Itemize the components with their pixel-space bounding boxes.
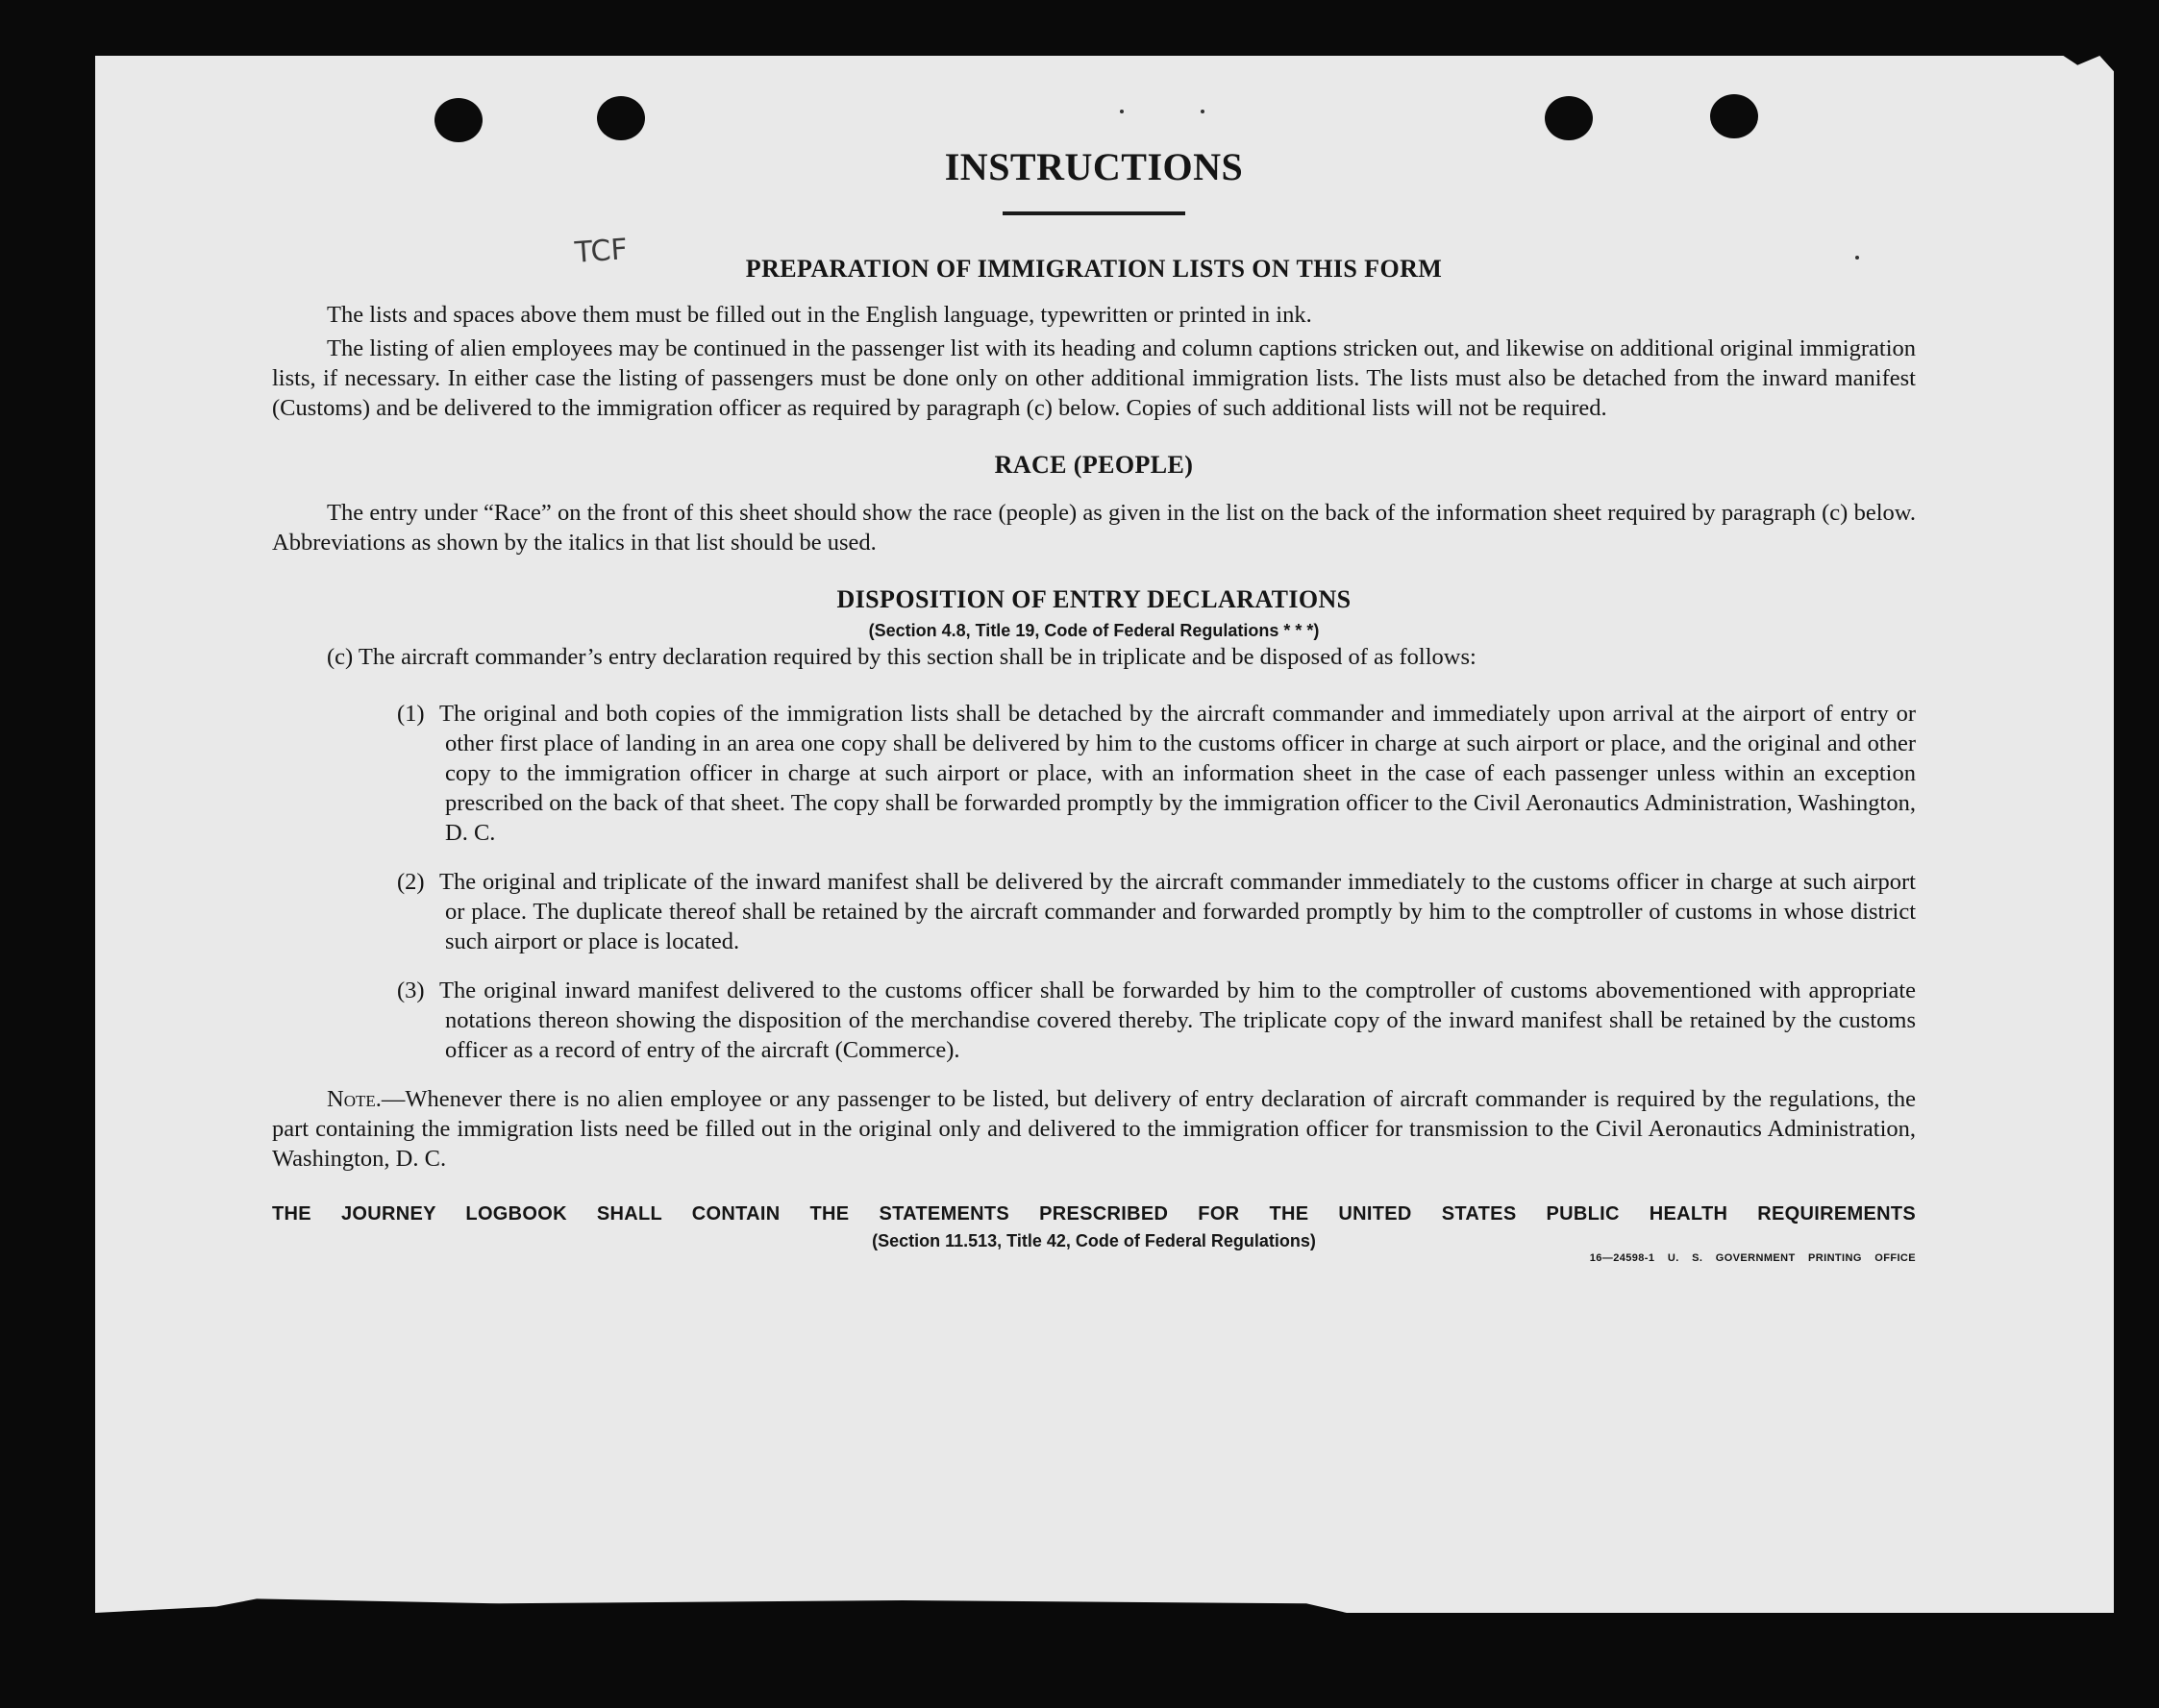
instructions-document [272, 144, 1916, 1287]
paragraph-race: The entry under “Race” on the front of this sheet should show the race (people) as given in the list on the back of the information sheet required by paragraph (c) below. Abbreviations as shown by the italics in that list should be used. [272, 500, 1916, 556]
punch-hole [1710, 94, 1758, 138]
list-item [397, 976, 1916, 1065]
paragraph-alien-employees: The listing of alien employees may be continued in the passenger list with its heading and column captions stricken out, and likewise on additional original immigration lists, if necessary. In either case the listing of passengers must be done only on other additional immigration lists. The lists must also be detached from the inward manifest (Customs) and be delivered to the immigration officer as required by paragraph (c) below. Copies of such additional lists will not be required. [272, 335, 1916, 421]
handwritten-mark: TCF [573, 233, 629, 270]
health-requirements-statement: THE JOURNEY LOGBOOK SHALL CONTAIN THE STATEMENTS PRESCRIBED FOR THE UNITED STATES PUBLIC HEALTH REQUIREMENTS [272, 1203, 1916, 1225]
paragraph-c [327, 642, 1916, 672]
list-item-text: The original and both copies of the immigration lists shall be detached by the aircraft commander and immediately upon arrival at the airport of entry or other first place of landing in an area one copy shall be delivered by him to the customs officer in charge at such airport or place, and the original and other copy to the immigration officer in charge at such airport or place, with an information sheet in the case of each passenger unless within an exception prescribed on the back of that sheet. The copy shall be forwarded promptly by the immigration officer to the Civil Aeronautics Administration, Washington, D. C. [439, 701, 1916, 846]
printer-code: 16—24598-1 [1589, 1252, 1655, 1264]
heading-race: RACE (PEOPLE) [994, 451, 1194, 479]
paper-speck [1201, 110, 1204, 113]
paragraph-language: The lists and spaces above them must be filled out in the English language, typewritten or printed in ink. [327, 302, 1312, 328]
subheading-disposition: (Section 4.8, Title 19, Code of Federal Regulations * * *) [868, 621, 1320, 640]
paragraph-c-text: The aircraft commander’s entry declaration required by this section shall be in triplicate and be disposed of as follows: [358, 644, 1477, 670]
list-item-label: (3) [397, 978, 425, 1003]
health-requirements-citation: (Section 11.513, Title 42, Code of Federal Regulations) [872, 1231, 1316, 1250]
list-item [397, 867, 1916, 956]
paragraph-c-label: (c) [327, 644, 354, 670]
paper-speck [1120, 110, 1124, 113]
list-item-text: The original inward manifest delivered to the customs officer shall be forwarded by him to the comptroller of customs abovementioned with appropriate notations thereon showing the disposition of the merchandise covered thereby. The triplicate copy of the inward manifest shall be retained by the customs officer as a record of entry of the aircraft (Commerce). [439, 978, 1916, 1063]
list-item-text: The original and triplicate of the inward manifest shall be delivered by the aircraft commander immediately to the customs officer in charge at such airport or place. The duplicate thereof shall be retained by the aircraft commander and forwarded promptly by him to the comptroller of customs in whose district such airport or place is located. [439, 869, 1916, 954]
heading-disposition: DISPOSITION OF ENTRY DECLARATIONS [836, 585, 1352, 613]
list-item [397, 699, 1916, 848]
list-item-label: (2) [397, 869, 425, 895]
note-text: —Whenever there is no alien employee or any passenger to be listed, but delivery of entry declaration of aircraft commander is required by the regulations, the part containing the immigration lists need be filled out in the original only and delivered to the immigration officer for transmission to the Civil Aeronautics Administration, Washington, D. C. [272, 1086, 1916, 1172]
punch-hole [434, 98, 483, 142]
note-label: Note. [327, 1086, 382, 1112]
printer-name: U. S. GOVERNMENT PRINTING OFFICE [1667, 1252, 1916, 1264]
punch-hole [1545, 96, 1593, 140]
note-paragraph [272, 1084, 1916, 1174]
punch-hole [597, 96, 645, 140]
page-title: INSTRUCTIONS [944, 145, 1244, 188]
list-item-label: (1) [397, 701, 425, 727]
printer-imprint [1590, 1252, 1916, 1264]
heading-preparation: PREPARATION OF IMMIGRATION LISTS ON THIS FORM [745, 255, 1443, 283]
